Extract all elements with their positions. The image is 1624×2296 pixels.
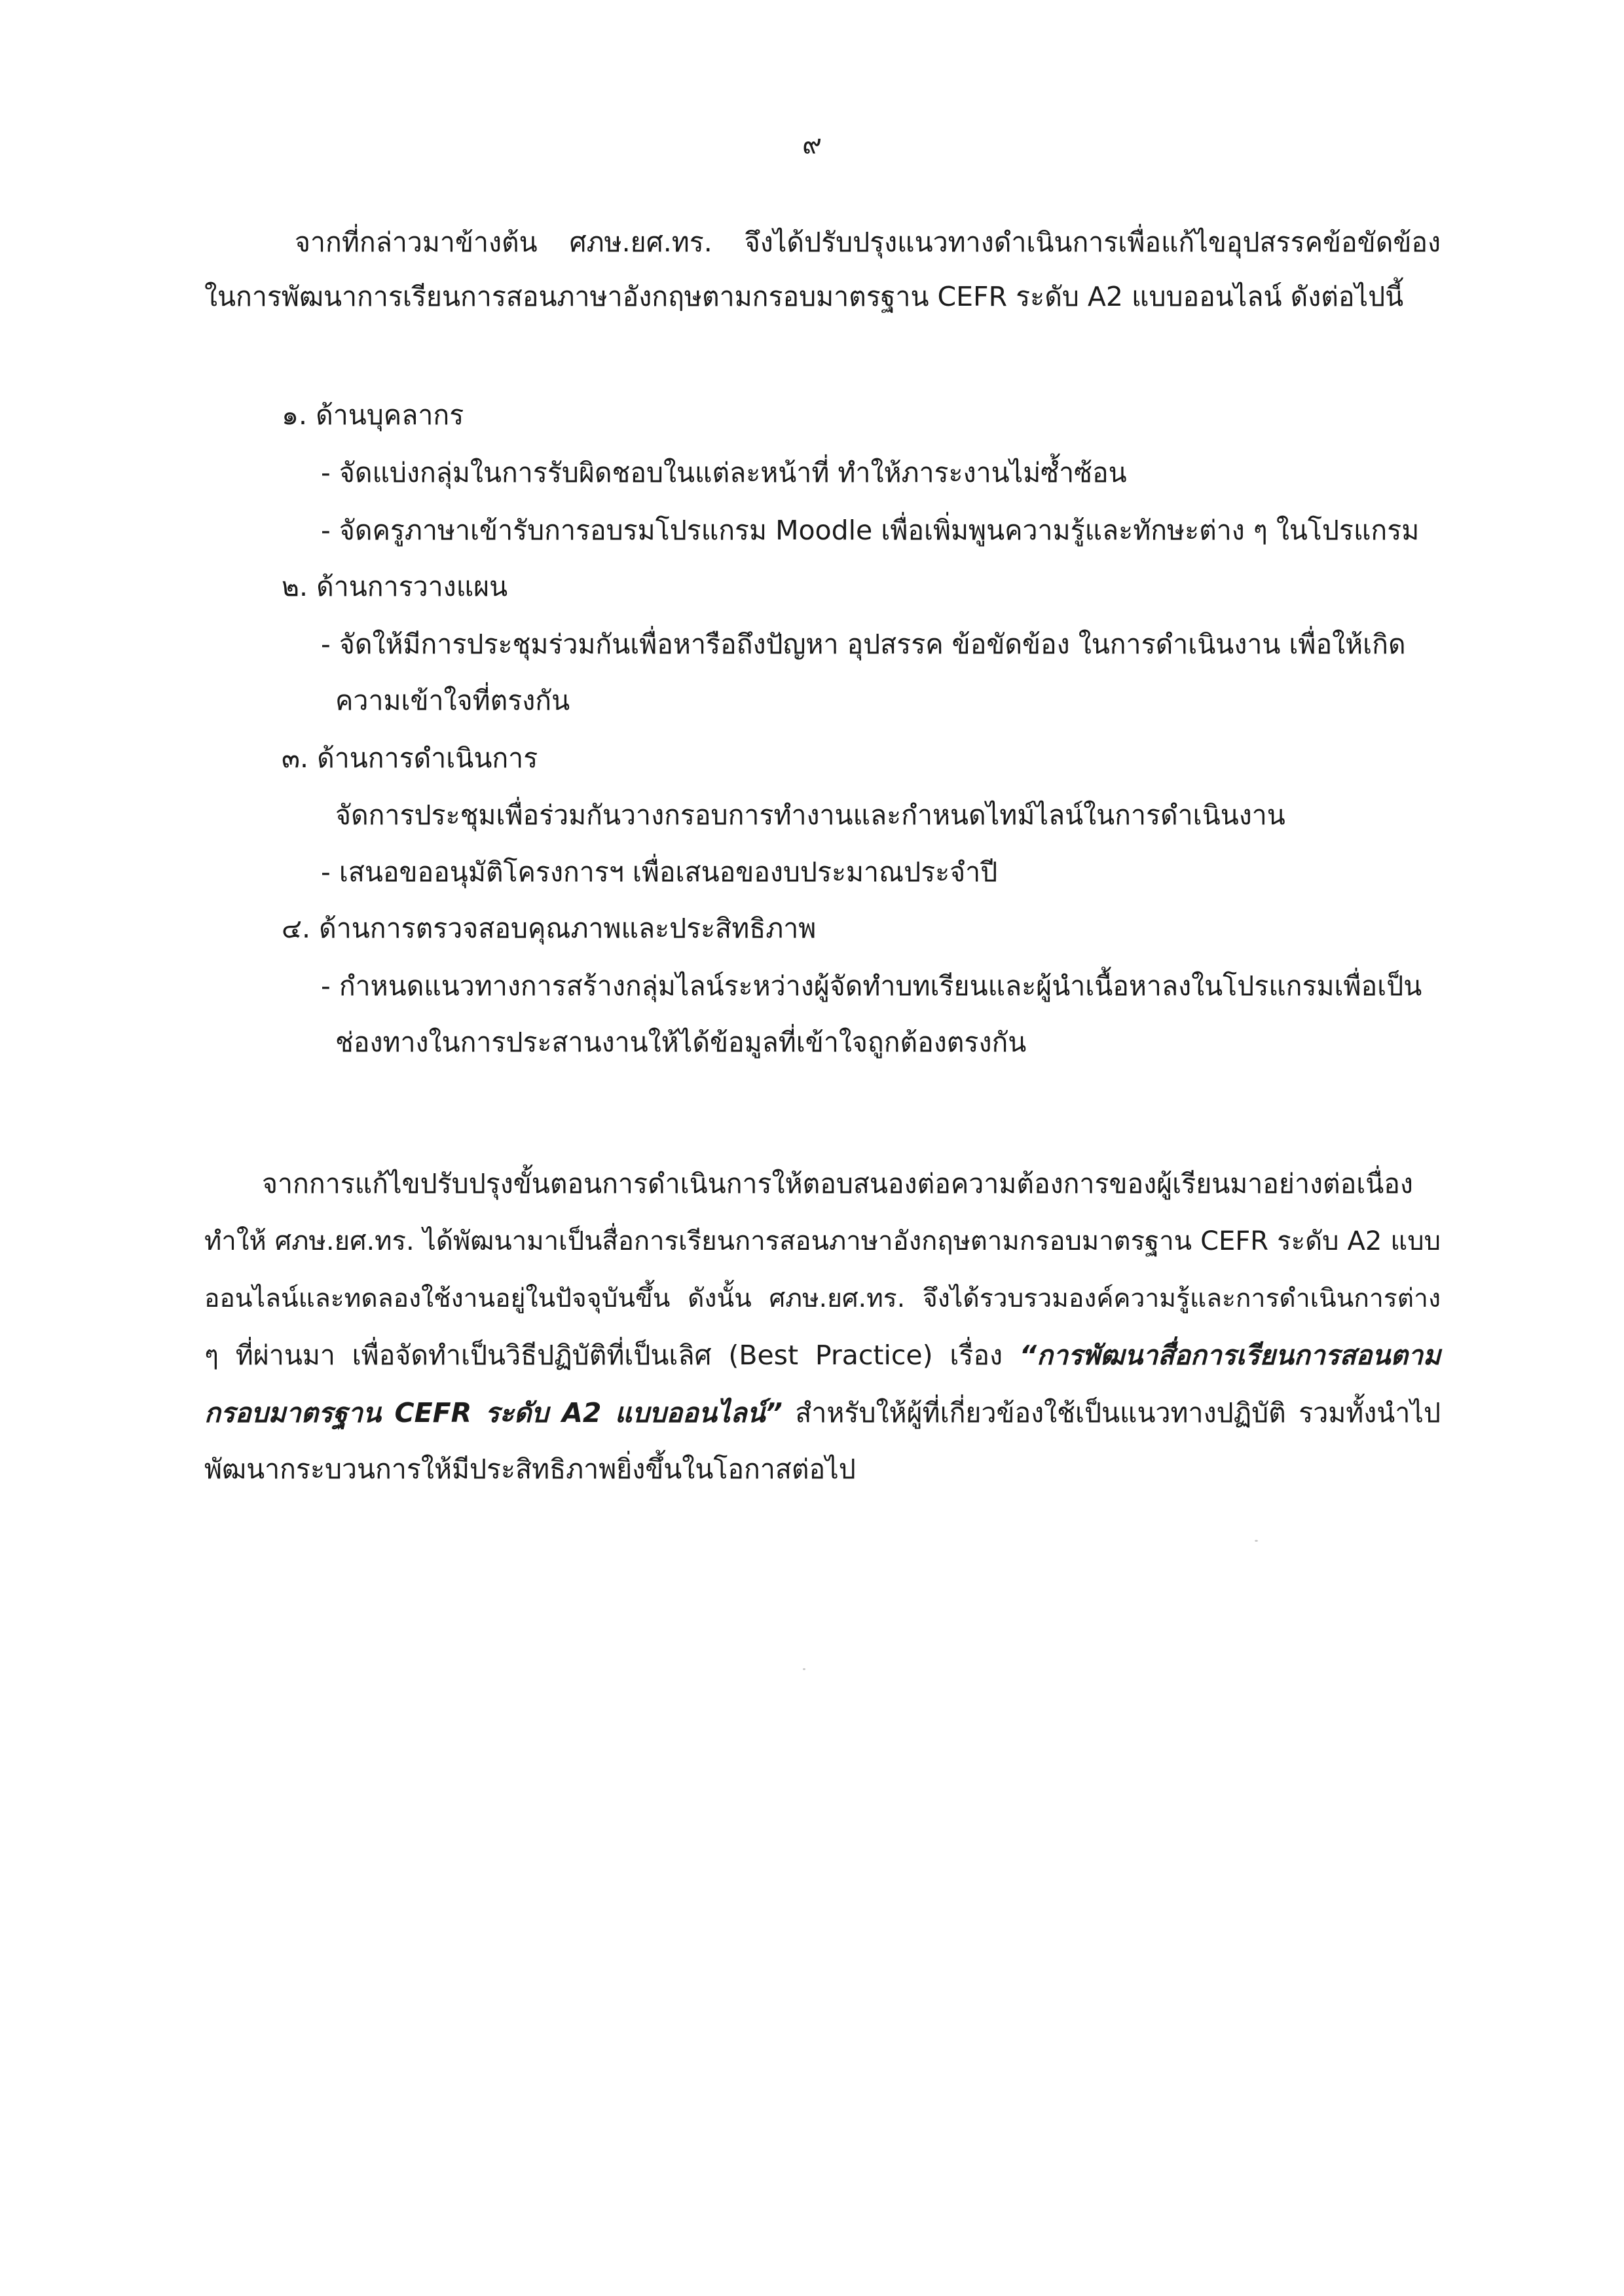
conclusion-line-5-text: สำหรับให้ผู้ที่เกี่ยวข้องใช้เป็นแนวทางปฏิบัติ รวมทั้งนำไป [782, 1397, 1441, 1429]
conclusion-line-4-text: ๆ ที่ผ่านมา เพื่อจัดทำเป็นวิธีปฏิบัติที่เป็นเลิศ (Best Practice) เรื่อง [204, 1339, 1020, 1371]
page-number: ๙ [802, 128, 822, 160]
section-4-item-1-line-2: ช่องทางในการประสานงานให้ได้ข้อมูลที่เข้าใจถูกต้องตรงกัน [335, 1027, 1027, 1058]
scan-speck [803, 1668, 805, 1670]
section-2-item-1-line-1: - จัดให้มีการประชุมร่วมกันเพื่อหารือถึงปัญหา อุปสรรค ข้อขัดข้อง ในการดำเนินงาน เพื่อให้เกิด [321, 629, 1406, 660]
conclusion-line-3: ออนไลน์และทดลองใช้งานอยู่ในปัจจุบันขึ้น ดังนั้น ศภษ.ยศ.ทร. จึงได้รวบรวมองค์ความรู้และการดำเนินการต่าง [204, 1284, 1441, 1313]
section-1-item-2: - จัดครูภาษาเข้ารับการอบรมโปรแกรม Moodle เพื่อเพิ่มพูนความรู้และทักษะต่าง ๆ ในโปรแกรม [321, 515, 1420, 546]
scan-speck [1255, 1540, 1258, 1542]
intro-line-2: ในการพัฒนาการเรียนการสอนภาษาอังกฤษตามกรอบมาตรฐาน CEFR ระดับ A2 แบบออนไลน์ ดังต่อไปนี้ [204, 281, 1404, 312]
conclusion-line-1: จากการแก้ไขปรับปรุงขั้นตอนการดำเนินการให้ตอบสนองต่อความต้องการของผู้เรียนมาอย่างต่อเนื่อง [262, 1168, 1413, 1199]
section-2-heading: ๒. ด้านการวางแผน [282, 571, 508, 602]
section-3-item-1: จัดการประชุมเพื่อร่วมกันวางกรอบการทำงานและกำหนดไทม์ไลน์ในการดำเนินงาน [335, 799, 1285, 831]
section-3-heading: ๓. ด้านการดำเนินการ [282, 742, 538, 774]
conclusion-line-4 [204, 1336, 1441, 1375]
section-1-item-1: - จัดแบ่งกลุ่มในการรับผิดชอบในแต่ละหน้าที่ ทำให้ภาระงานไม่ซ้ำซ้อน [321, 457, 1127, 488]
best-practice-title-part-2: กรอบมาตรฐาน CEFR ระดับ A2 แบบออนไลน์” [204, 1397, 783, 1429]
intro-line-1: จากที่กล่าวมาข้างต้น ศภษ.ยศ.ทร. จึงได้ปรับปรุงแนวทางดำเนินการเพื่อแก้ไขอุปสรรคข้อขัดข้อง [295, 227, 1441, 258]
section-2-item-1-line-2: ความเข้าใจที่ตรงกัน [335, 685, 570, 716]
conclusion-line-6: พัฒนากระบวนการให้มีประสิทธิภาพยิ่งขึ้นในโอกาสต่อไป [204, 1453, 856, 1485]
section-3-item-2: - เสนอขออนุมัติโครงการฯ เพื่อเสนอของบประมาณประจำปี [321, 856, 998, 888]
section-1-heading: ๑. ด้านบุคลากร [282, 399, 464, 431]
section-4-item-1-line-1: - กำหนดแนวทางการสร้างกลุ่มไลน์ระหว่างผู้จัดทำบทเรียนและผู้นำเนื้อหาลงในโปรแกรมเพื่อเป็น [321, 970, 1422, 1002]
conclusion-line-5 [204, 1393, 1441, 1432]
conclusion-line-2: ทำให้ ศภษ.ยศ.ทร. ได้พัฒนามาเป็นสื่อการเรียนการสอนภาษาอังกฤษตามกรอบมาตรฐาน CEFR ระดับ A2 แบบ [204, 1226, 1441, 1256]
best-practice-title-part-1: “การพัฒนาสื่อการเรียนการสอนตาม [1019, 1339, 1441, 1371]
section-4-heading: ๔. ด้านการตรวจสอบคุณภาพและประสิทธิภาพ [282, 913, 817, 944]
